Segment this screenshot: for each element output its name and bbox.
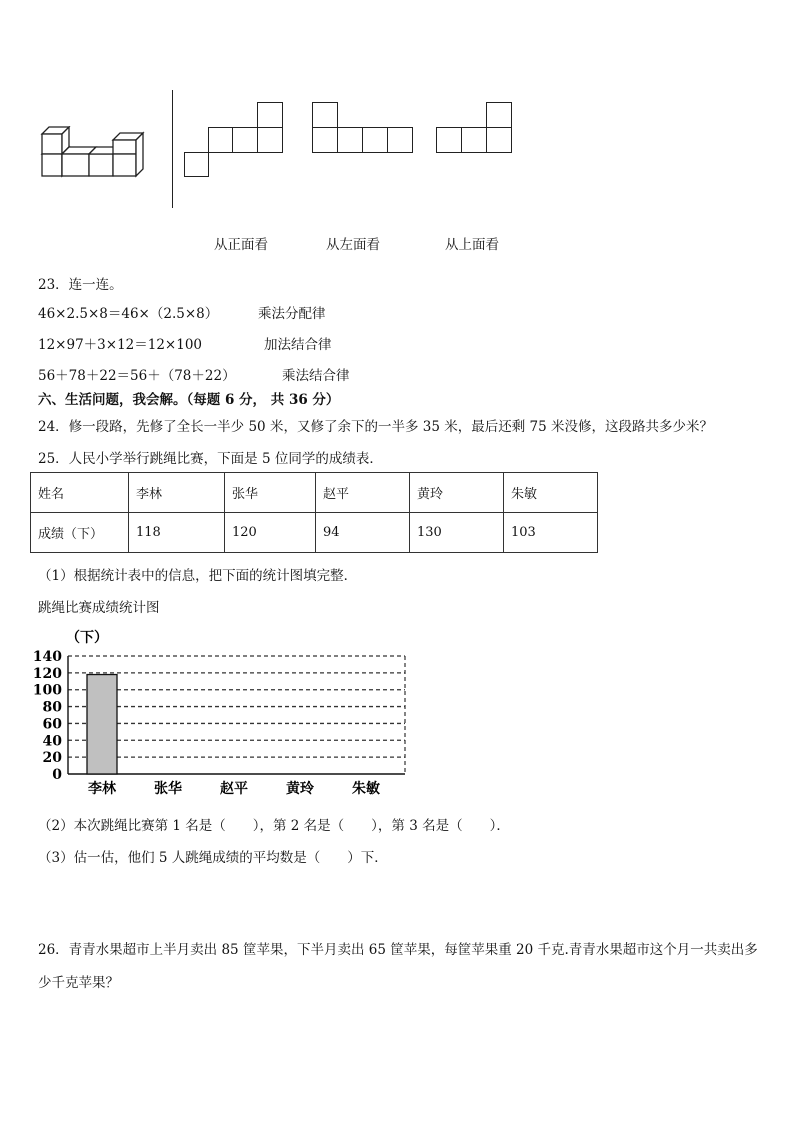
bar-1	[87, 675, 117, 774]
table-cell: 130	[410, 513, 504, 553]
q25-part3: （3）估一估，他们 5 人跳绳成绩的平均数是（ ）下．	[38, 850, 388, 866]
table-header-cell: 李林	[129, 473, 225, 513]
chart-title: 跳绳比赛成绩统计图	[38, 600, 160, 616]
top-view-label: 从上面看	[445, 237, 499, 253]
x-category-label: 张华	[154, 781, 182, 797]
table-cell: 103	[504, 513, 598, 553]
y-tick-label: 40	[42, 733, 62, 750]
front-view-label: 从正面看	[214, 237, 268, 253]
q23-expr-1: 46×2.5×8＝46×（2.5×8）	[38, 306, 219, 322]
q23-law-1: 乘法分配律	[258, 306, 326, 322]
q26-line1: 26．青青水果超市上半月卖出 85 筐苹果，下半月卖出 65 筐苹果，每筐苹果重 20 千克.青青水果超市这个月一共卖出多	[38, 942, 758, 958]
q23-law-2: 加法结合律	[264, 337, 332, 353]
q23-expr-3: 56＋78＋22＝56＋（78＋22）	[38, 368, 236, 384]
table-header-cell: 黄玲	[410, 473, 504, 513]
q25-intro: 25．人民小学举行跳绳比赛，下面是 5 位同学的成绩表．	[38, 451, 383, 467]
divider-line	[172, 90, 173, 208]
table-cell: 118	[129, 513, 225, 553]
q26-line2: 少千克苹果？	[38, 975, 119, 991]
x-category-label: 朱敏	[352, 781, 380, 797]
q25-part2: （2）本次跳绳比赛第 1 名是（ ），第 2 名是（ ），第 3 名是（ ）．	[38, 818, 510, 834]
x-category-label: 李林	[88, 781, 116, 797]
table-row	[31, 513, 598, 553]
table-cell: 94	[316, 513, 410, 553]
y-tick-label: 120	[32, 665, 62, 682]
section6-title: 六、生活问题，我会解。（每题 6 分， 共 36 分）	[38, 392, 340, 408]
table-row	[31, 473, 598, 513]
q25-part1: （1）根据统计表中的信息，把下面的统计图填完整．	[38, 568, 358, 584]
table-cell: 成绩（下）	[31, 513, 129, 553]
y-tick-label: 80	[42, 699, 62, 716]
y-tick-label: 20	[42, 750, 62, 767]
y-unit-label: （下）	[66, 630, 108, 646]
left-view-label: 从左面看	[326, 237, 380, 253]
q23-expr-2: 12×97＋3×12＝12×100	[38, 337, 203, 353]
q23-law-3: 乘法结合律	[282, 368, 350, 384]
table-header-cell: 张华	[225, 473, 316, 513]
table-header-cell: 姓名	[31, 473, 129, 513]
score-table	[30, 472, 598, 553]
table-header-cell: 赵平	[316, 473, 410, 513]
q23-title: 23．连一连。	[38, 277, 123, 293]
table-cell: 120	[225, 513, 316, 553]
cube-solid-drawing	[38, 126, 158, 180]
bar-chart	[28, 622, 418, 802]
y-tick-label: 140	[32, 649, 62, 665]
x-category-label: 黄玲	[286, 781, 314, 797]
q24-text: 24．修一段路，先修了全长一半少 50 米，又修了余下的一半多 35 米，最后还剩 75 米没修，这段路共多少米？	[38, 419, 713, 435]
y-tick-label: 0	[52, 767, 62, 783]
x-category-label: 赵平	[220, 781, 248, 797]
y-tick-label: 60	[42, 716, 62, 733]
y-tick-label: 100	[32, 682, 62, 699]
table-header-cell: 朱敏	[504, 473, 598, 513]
